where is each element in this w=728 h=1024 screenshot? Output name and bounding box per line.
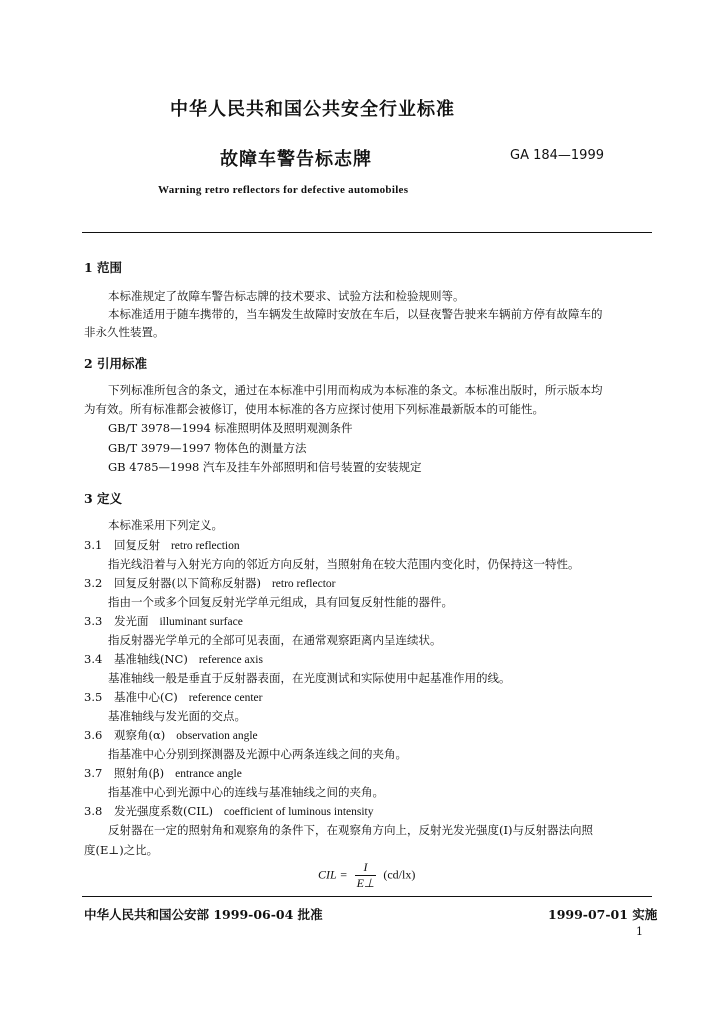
footer-divider xyxy=(82,896,652,897)
definition-number: 3.3 xyxy=(84,614,103,628)
definition-number: 3.7 xyxy=(84,766,103,780)
formula-fraction xyxy=(355,860,377,891)
document-title-cn: 故障车警告标志牌 xyxy=(220,149,372,170)
section-1-para-1: 本标准规定了故障车警告标志牌的技术要求、试验方法和检验规则等。 xyxy=(108,289,465,303)
section-2-para-line-2: 为有效。所有标准都会被修订，使用本标准的各方应探讨使用下列标准最新版本的可能性。 xyxy=(84,402,544,416)
definition-3-8-desc-line-1: 反射器在一定的照射角和观察角的条件下，在观察角方向上，反射光发光强度(I)与反射器法向照 xyxy=(108,823,594,837)
definition-term: 发光面 xyxy=(114,614,149,628)
definition-number: 3.8 xyxy=(84,804,103,818)
definition-term-en: illuminant surface xyxy=(159,616,243,628)
header-divider xyxy=(82,232,652,233)
definition-3-5-heading xyxy=(84,689,262,705)
definition-number: 3.5 xyxy=(84,690,103,704)
definition-term: 回复反射 xyxy=(114,538,160,552)
definition-term-en: reference axis xyxy=(198,654,263,666)
formula-denominator: E⊥ xyxy=(356,876,375,890)
standard-code: GA 184—1999 xyxy=(510,148,604,163)
definition-term: 回复反射器(以下简称反射器) xyxy=(114,576,261,590)
section-3-intro: 本标准采用下列定义。 xyxy=(108,518,223,532)
definition-3-4-heading xyxy=(84,651,263,667)
definition-term-en: retro reflector xyxy=(271,578,336,590)
formula-unit: (cd/lx) xyxy=(383,867,416,882)
definition-3-8-desc-line-2: 度(E⊥)之比。 xyxy=(84,843,159,857)
definition-number: 3.2 xyxy=(84,576,103,590)
document-title-en: Warning retro reflectors for defective automobiles xyxy=(158,184,409,196)
section-2-heading: 2 引用标准 xyxy=(84,356,148,371)
section-2-para-line-1: 下列标准所包含的条文，通过在本标准中引用而构成为本标准的条文。本标准出版时，所示版本均 xyxy=(108,383,603,397)
effective-date: 1999-07-01 实施 xyxy=(548,907,658,922)
definition-term-en: coefficient of luminous intensity xyxy=(223,806,374,818)
definition-number: 3.6 xyxy=(84,728,103,742)
reference-item: GB/T 3978—1994 标准照明体及照明观测条件 xyxy=(108,421,353,435)
definition-3-5-desc: 基准轴线与发光面的交点。 xyxy=(108,709,246,723)
formula-numerator: I xyxy=(355,860,377,876)
definition-3-8-heading xyxy=(84,803,374,819)
definition-term: 照射角(β) xyxy=(114,766,165,780)
definition-number: 3.1 xyxy=(84,538,103,552)
definition-term-en: retro reflection xyxy=(170,540,240,552)
definition-3-3-desc: 指反射器光学单元的全部可见表面，在通常观察距离内呈连续状。 xyxy=(108,633,442,647)
definition-3-2-heading xyxy=(84,575,335,591)
approval-statement: 中华人民共和国公安部 1999-06-04 批准 xyxy=(84,907,323,922)
definition-3-6-desc: 指基准中心分别到探测器及光源中心两条连线之间的夹角。 xyxy=(108,747,407,761)
definition-term: 观察角(α) xyxy=(114,728,166,742)
definition-3-7-desc: 指基准中心到光源中心的连线与基准轴线之间的夹角。 xyxy=(108,785,384,799)
definition-3-1-heading xyxy=(84,537,240,553)
standard-org-title: 中华人民共和国公共安全行业标准 xyxy=(170,99,455,120)
definition-3-3-heading xyxy=(84,613,243,629)
definition-term: 基准中心(C) xyxy=(114,690,178,704)
section-1-para-2-line-2: 非永久性装置。 xyxy=(84,325,165,339)
definition-term-en: observation angle xyxy=(176,730,258,742)
reference-item: GB 4785—1998 汽车及挂车外部照明和信号装置的安装规定 xyxy=(108,460,422,474)
definition-3-6-heading xyxy=(84,727,258,743)
definition-3-2-desc: 指由一个或多个回复反射光学单元组成，具有回复反射性能的器件。 xyxy=(108,595,453,609)
definition-3-4-desc: 基准轴线一般是垂直于反射器表面，在光度测试和实际使用中起基准作用的线。 xyxy=(108,671,511,685)
definition-3-7-heading xyxy=(84,765,242,781)
section-1-para-2-line-1: 本标准适用于随车携带的，当车辆发生故障时安放在车后，以昼夜警告驶来车辆前方停有故障车的 xyxy=(108,307,603,321)
definition-term-en: entrance angle xyxy=(175,768,242,780)
cil-formula xyxy=(318,860,415,891)
reference-item: GB/T 3979—1997 物体色的测量方法 xyxy=(108,441,307,455)
page-number: 1 xyxy=(636,925,643,938)
section-1-heading: 1 范围 xyxy=(84,260,123,275)
formula-lhs: CIL = xyxy=(318,867,348,882)
definition-term-en: reference center xyxy=(188,692,263,704)
definition-3-1-desc: 指光线沿着与入射光方向的邻近方向反射，当照射角在较大范围内变化时，仍保持这一特性。 xyxy=(108,557,580,571)
definition-number: 3.4 xyxy=(84,652,103,666)
section-3-heading: 3 定义 xyxy=(84,491,123,506)
definition-term: 基准轴线(NC) xyxy=(114,652,188,666)
definition-term: 发光强度系数(CIL) xyxy=(114,804,213,818)
